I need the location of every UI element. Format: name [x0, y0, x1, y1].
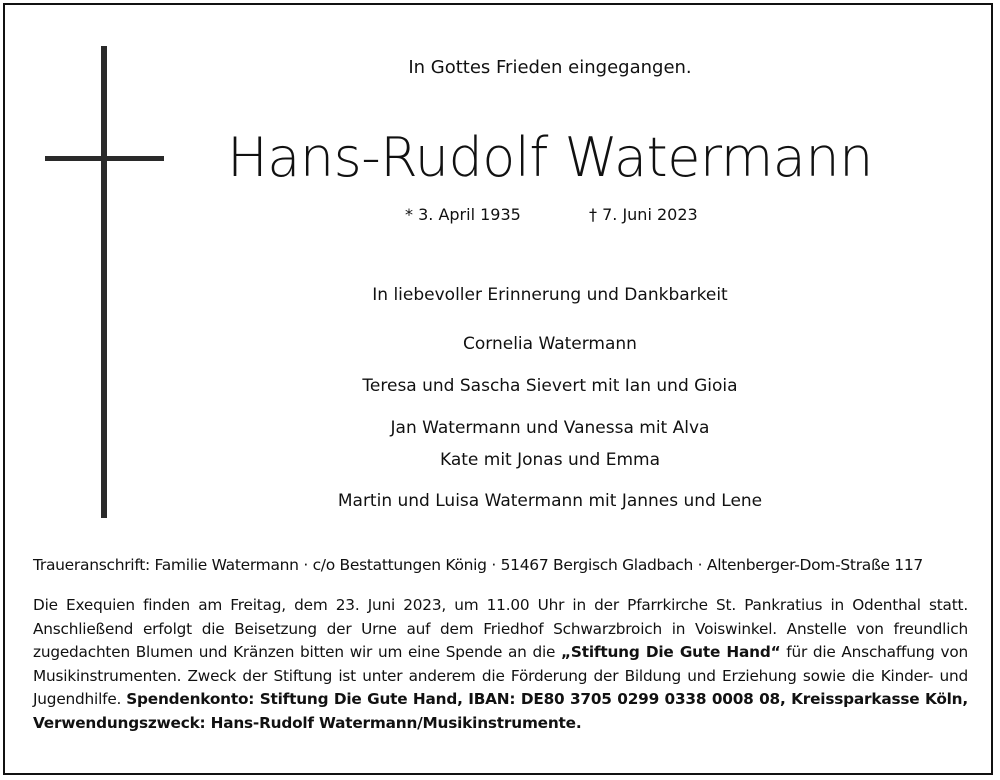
service-notice [33, 594, 968, 735]
motto: In Gottes Frieden eingegangen. [408, 57, 692, 78]
mourner-line: Jan Watermann und Vanessa mit Alva [390, 418, 710, 438]
mourner-line: Martin und Luisa Watermann mit Jannes und Lene [337, 491, 763, 511]
notice-text-continued: für die Anschaffung von Musikinstrumenten. Zweck der Stiftung ist unter anderem die Förderung der Bildung und Erziehung sowie die Kinder- und Jugendhilfe. [33, 643, 969, 708]
death-date: † 7. Juni 2023 [589, 205, 698, 224]
deceased-name: Hans-Rudolf Watermann [227, 126, 873, 189]
mourning-address: Traueranschrift: Familie Watermann · c/o Bestattungen König · 51467 Bergisch Gladbach · Altenberger-Dom-Straße 117 [33, 556, 923, 574]
mourner-line: Kate mit Jonas und Emma [439, 450, 661, 470]
foundation-name: „Stiftung Die Gute Hand“ [561, 643, 781, 661]
donation-account: Spendenkonto: Stiftung Die Gute Hand, IBAN: DE80 3705 0299 0338 0008 08, Kreissparkasse Köln, Verwendungszweck: Hans-Rudolf Watermann/Musikinstrumente. [33, 690, 968, 732]
remembrance-line: In liebevoller Erinnerung und Dankbarkeit [372, 285, 728, 305]
birth-date: * 3. April 1935 [405, 205, 521, 224]
notice-text: Die Exequien finden am Freitag, dem 23. Juni 2023, um 11.00 Uhr in der Pfarrkirche St. Pankratius in Odenthal statt. Anschließend erfolgt die Beisetzung der Urne auf dem Friedhof Schwarzbroich in Voiswinkel. Anstelle von freundlich zugedachten Blumen und Kränzen bitten wir um eine Spende an die [33, 596, 968, 661]
mourner-line: Teresa und Sascha Sievert mit Ian und Gioia [362, 376, 738, 396]
cross-horizontal-bar [45, 156, 164, 161]
cross-vertical-bar [101, 46, 107, 518]
mourner-line: Cornelia Watermann [463, 334, 637, 354]
